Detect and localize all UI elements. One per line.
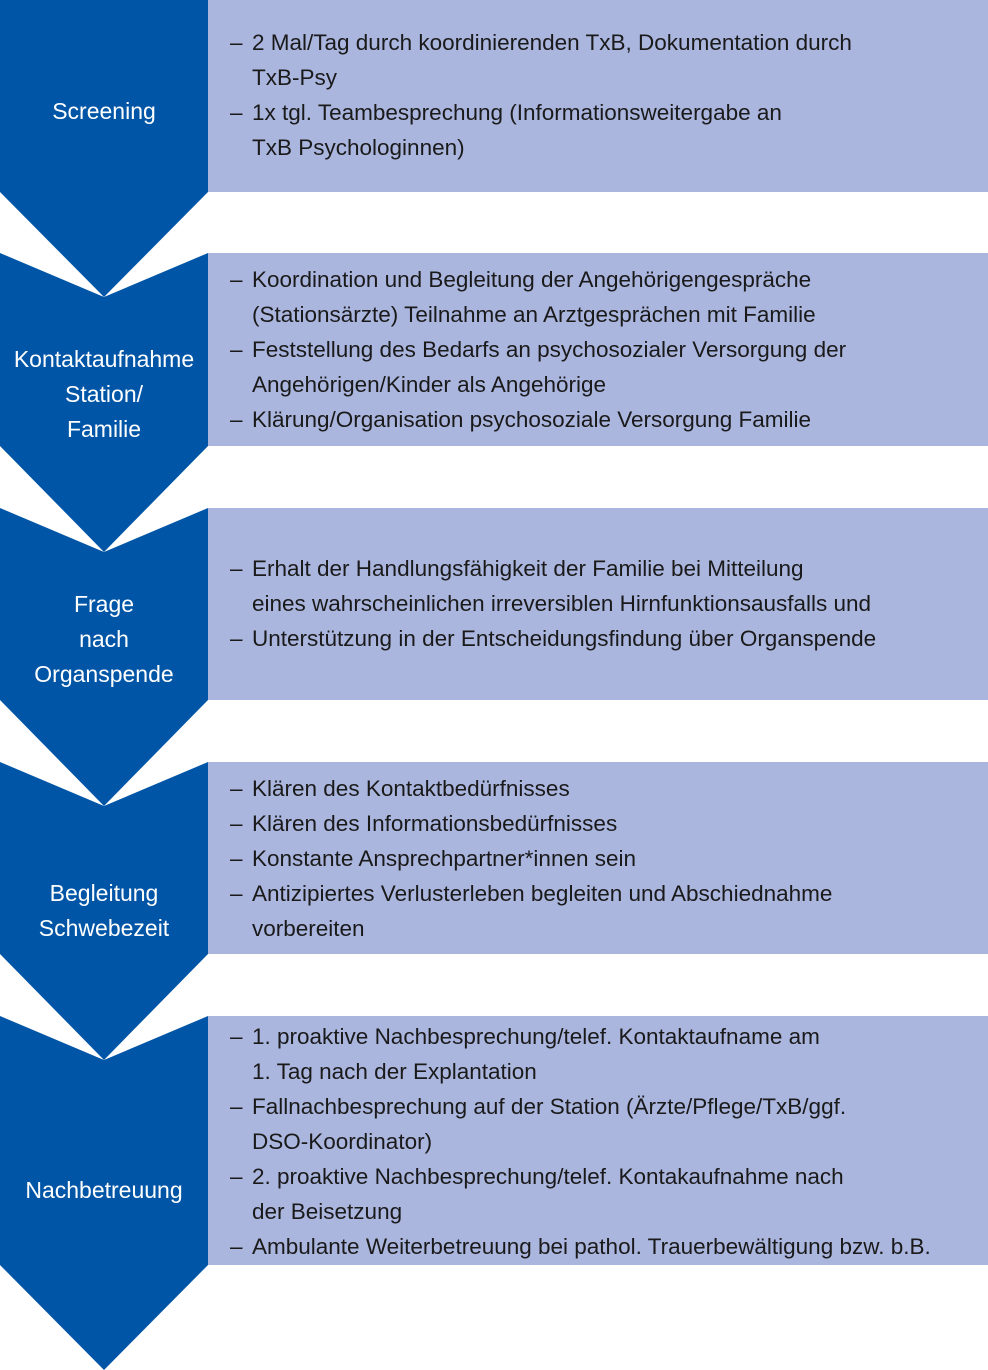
item-line: – 1. proaktive Nachbesprechung/telef. Kontaktaufname am xyxy=(252,1024,820,1049)
item-line: DSO-Koordinator) xyxy=(252,1129,433,1154)
list-item xyxy=(230,402,978,437)
step-label-line: Screening xyxy=(52,98,156,124)
item-line: – 1x tgl. Teambesprechung (Informationsweitergabe an xyxy=(252,100,782,125)
step-label-screening xyxy=(0,94,208,129)
panel-begleitung xyxy=(208,762,988,954)
list-item xyxy=(230,841,978,876)
item-line: – Klären des Kontaktbedürfnisses xyxy=(252,776,570,801)
item-line: – Erhalt der Handlungsfähigkeit der Familie bei Mitteilung xyxy=(252,556,804,581)
item-line: – Fallnachbesprechung auf der Station (Ärzte/Pflege/TxB/ggf. xyxy=(252,1094,847,1119)
item-line: – Klärung/Organisation psychosoziale Versorgung Familie xyxy=(252,407,812,432)
list-item xyxy=(230,771,978,806)
step-label-begleitung xyxy=(0,876,208,946)
step-label-line: Frage xyxy=(73,591,135,617)
panel-frage-organspende xyxy=(208,508,988,700)
step-label-line: nach xyxy=(79,626,129,652)
step-label-line: Station/ xyxy=(65,381,143,407)
list-item xyxy=(230,1229,978,1264)
step-label-line: Kontaktaufnahme xyxy=(13,346,195,372)
item-line: – Klären des Informationsbedürfnisses xyxy=(252,811,618,836)
item-line: – Antizipiertes Verlusterleben begleiten und Abschiednahme xyxy=(252,881,833,906)
list-item xyxy=(230,25,978,95)
step-label-line: Begleitung xyxy=(49,880,159,906)
panel-screening xyxy=(208,0,988,192)
item-line: TxB-Psy xyxy=(252,65,338,90)
step-label-line: Schwebezeit xyxy=(38,915,170,941)
item-line: Angehörigen/Kinder als Angehörige xyxy=(252,372,607,397)
item-line: – Feststellung des Bedarfs an psychosozialer Versorgung der xyxy=(252,337,847,362)
bullet-list xyxy=(230,551,978,656)
step-label-line: Familie xyxy=(66,416,142,442)
item-line: – Ambulante Weiterbetreuung bei pathol. Trauerbewältigung bzw. b.B. xyxy=(252,1234,931,1259)
item-line: – Konstante Ansprechpartner*innen sein xyxy=(252,846,637,871)
chevron-screening xyxy=(0,0,208,297)
item-line: eines wahrscheinlichen irreversiblen Hirnfunktionsausfalls und xyxy=(252,591,872,616)
list-item xyxy=(230,621,978,656)
item-line: vorbereiten xyxy=(252,916,365,941)
step-label-line: Nachbetreuung xyxy=(25,1177,183,1203)
step-label-line: Organspende xyxy=(34,661,174,687)
bullet-list xyxy=(230,771,978,946)
item-line: 1. Tag nach der Explantation xyxy=(252,1059,537,1084)
list-item xyxy=(230,551,978,621)
list-item xyxy=(230,1159,978,1229)
list-item xyxy=(230,876,978,946)
step-label-kontaktaufnahme xyxy=(0,342,208,447)
list-item xyxy=(230,1089,978,1159)
item-line: der Beisetzung xyxy=(252,1199,403,1224)
bullet-list xyxy=(230,25,978,165)
item-line: – Unterstützung in der Entscheidungsfindung über Organspende xyxy=(252,626,877,651)
item-line: – 2 Mal/Tag durch koordinierenden TxB, Dokumentation durch xyxy=(252,30,852,55)
item-line: TxB Psychologinnen) xyxy=(252,135,465,160)
list-item xyxy=(230,1019,978,1089)
item-line: – Koordination und Begleitung der Angehörigengespräche xyxy=(252,267,812,292)
item-line: (Stationsärzte) Teilnahme an Arztgesprächen mit Familie xyxy=(252,302,816,327)
list-item xyxy=(230,332,978,402)
panel-nachbetreuung xyxy=(208,1016,988,1265)
step-label-nachbetreuung xyxy=(0,1173,208,1208)
step-label-frage-organspende xyxy=(0,587,208,692)
bullet-list xyxy=(230,1019,978,1264)
panel-kontaktaufnahme xyxy=(208,253,988,446)
item-line: – 2. proaktive Nachbesprechung/telef. Kontakaufnahme nach xyxy=(252,1164,844,1189)
list-item xyxy=(230,806,978,841)
list-item xyxy=(230,95,978,165)
list-item xyxy=(230,262,978,332)
bullet-list xyxy=(230,262,978,437)
